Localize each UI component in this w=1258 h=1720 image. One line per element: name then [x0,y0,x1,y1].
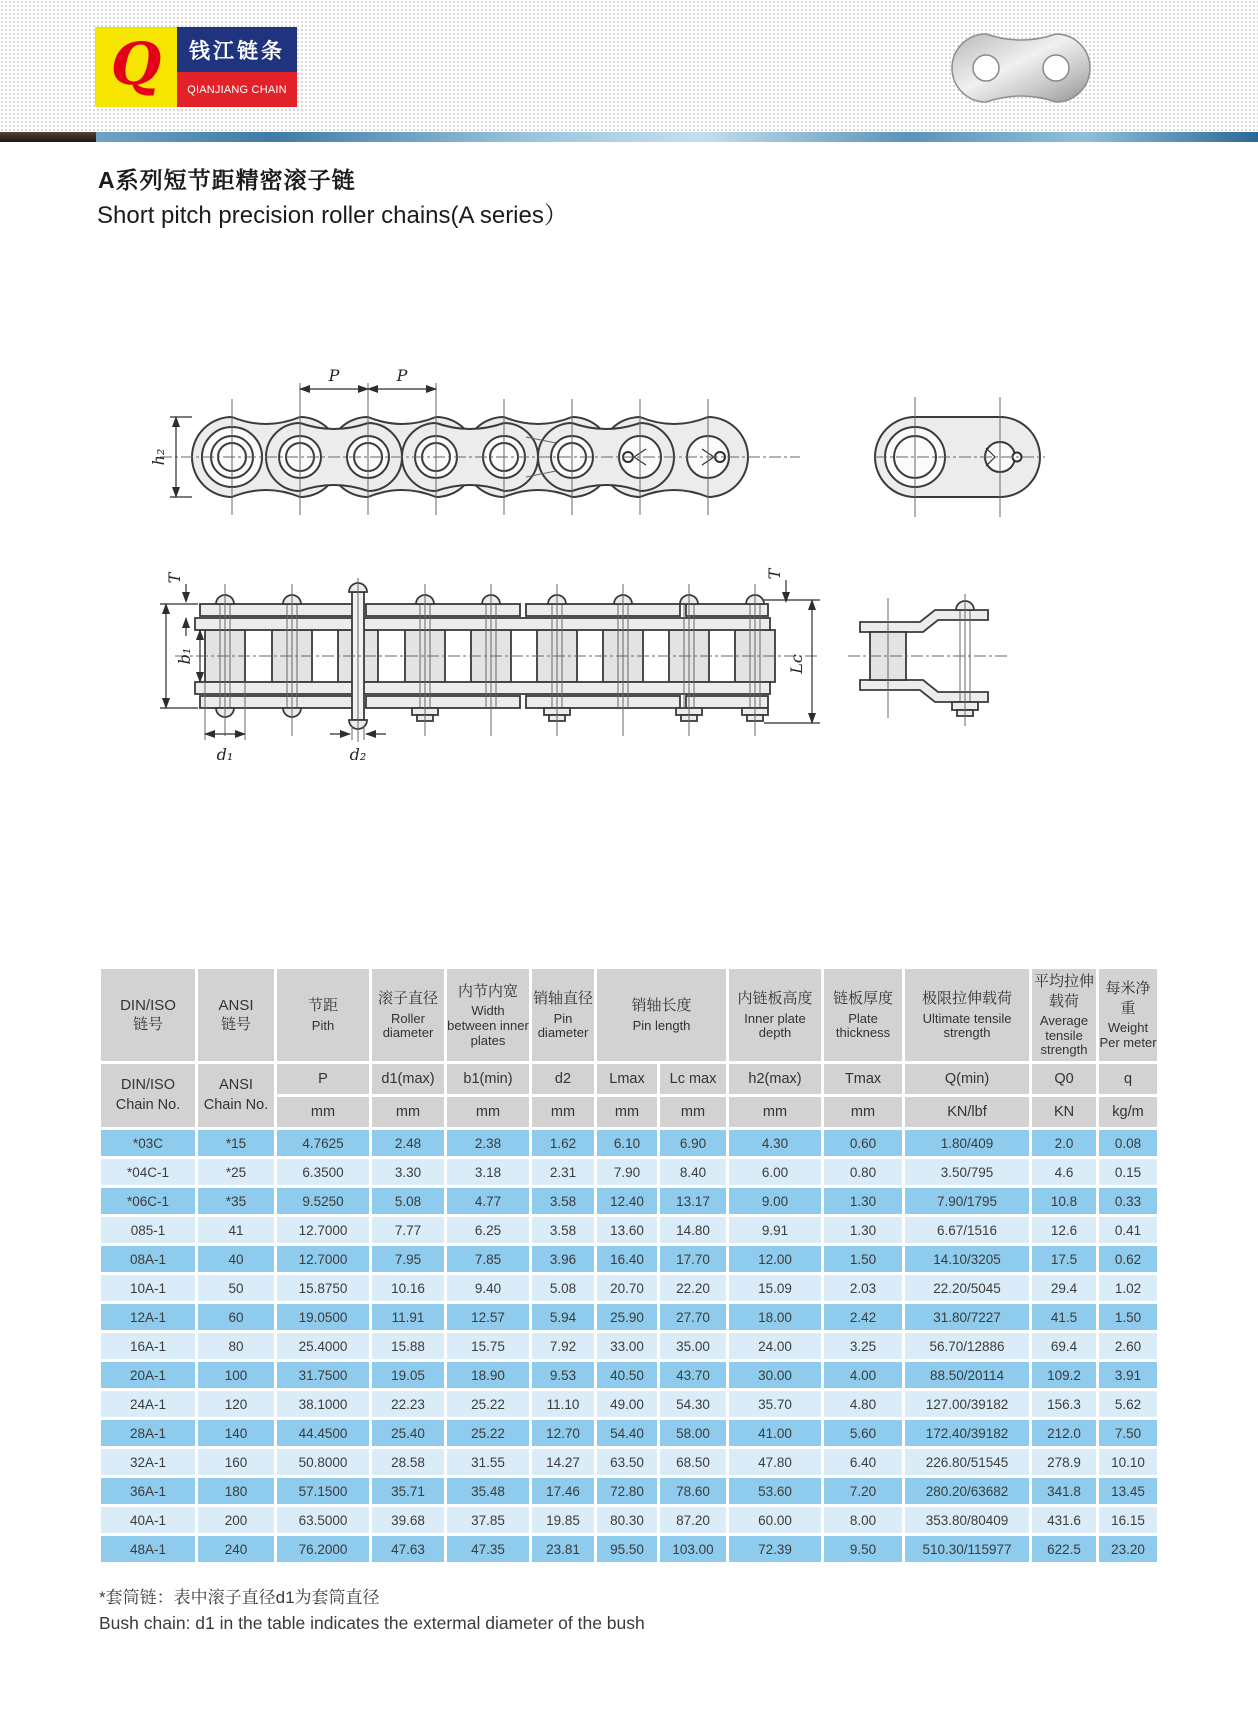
spec-cell: 0.60 [824,1130,902,1156]
spec-cell: 31.80/7227 [905,1304,1029,1330]
table-row [101,1449,1157,1475]
spec-cell: 80 [198,1333,274,1359]
spec-cell: 200 [198,1507,274,1533]
page-title-en: Short pitch precision roller chains(A series） [97,202,568,229]
page-title-cn: A系列短节距精密滚子链 [98,167,356,193]
spec-cell: 35.70 [729,1391,821,1417]
spec-cell: 69.4 [1032,1333,1096,1359]
col-sub-ansi: ANSI Chain No. [198,1064,274,1127]
spec-cell: 63.50 [597,1449,657,1475]
spec-cell: 4.00 [824,1362,902,1388]
col-header-ultimate-tensile: 极限拉伸载荷 Ultimate tensile strength [905,969,1029,1061]
spec-cell: 22.20 [660,1275,726,1301]
spec-cell: 25.40 [372,1420,444,1446]
spec-cell: 35.71 [372,1478,444,1504]
spec-cell: 60.00 [729,1507,821,1533]
sym-h2max: h2(max) [729,1064,821,1094]
spec-cell: 78.60 [660,1478,726,1504]
spec-cell: 7.95 [372,1246,444,1272]
spec-cell: 41 [198,1217,274,1243]
spec-cell: 41.00 [729,1420,821,1446]
spec-cell: 3.58 [532,1217,594,1243]
col-header-weight: 每米净重 Weight Per meter [1099,969,1157,1061]
spec-cell: 0.08 [1099,1130,1157,1156]
spec-cell: 28A-1 [101,1420,195,1446]
logo-letter: Q [110,30,162,98]
spec-cell: 15.09 [729,1275,821,1301]
spec-cell: 085-1 [101,1217,195,1243]
spec-cell: 10.16 [372,1275,444,1301]
spec-cell: 510.30/115977 [905,1536,1029,1562]
spec-cell: 12.57 [447,1304,529,1330]
spec-cell: 5.08 [532,1275,594,1301]
spec-cell: 7.20 [824,1478,902,1504]
brand-name-en: QIANJIANG CHAIN [177,72,297,107]
spec-cell: 7.90/1795 [905,1188,1029,1214]
table-header-groups [101,969,1157,1061]
table-row [101,1246,1157,1272]
spec-cell: 622.5 [1032,1536,1096,1562]
spec-cell: 13.60 [597,1217,657,1243]
spec-cell: 33.00 [597,1333,657,1359]
spec-cell: 72.39 [729,1536,821,1562]
spec-cell: 6.25 [447,1217,529,1243]
spec-cell: 40A-1 [101,1507,195,1533]
table-row [101,1188,1157,1214]
spec-cell: 35.48 [447,1478,529,1504]
unit-lmax: mm [597,1097,657,1127]
spec-cell: 24.00 [729,1333,821,1359]
spec-cell: 9.50 [824,1536,902,1562]
table-row [101,1391,1157,1417]
spec-cell: 6.10 [597,1130,657,1156]
spec-cell: 76.2000 [277,1536,369,1562]
spec-cell: 14.27 [532,1449,594,1475]
spec-cell: 43.70 [660,1362,726,1388]
table-row [101,1478,1157,1504]
spec-cell: 13.17 [660,1188,726,1214]
sym-q0: Q0 [1032,1064,1096,1094]
spec-cell: 4.7625 [277,1130,369,1156]
logo-text-block [177,27,297,107]
table-row [101,1130,1157,1156]
spec-cell: 17.46 [532,1478,594,1504]
spec-cell: 240 [198,1536,274,1562]
spec-cell: 37.85 [447,1507,529,1533]
spec-cell: 60 [198,1304,274,1330]
spec-cell: 18.00 [729,1304,821,1330]
decor-bar-blue [96,132,1258,142]
spec-cell: 88.50/20114 [905,1362,1029,1388]
spec-cell: 38.1000 [277,1391,369,1417]
spec-cell: 56.70/12886 [905,1333,1029,1359]
spec-cell: 47.63 [372,1536,444,1562]
spec-cell: 14.80 [660,1217,726,1243]
spec-cell: 22.20/5045 [905,1275,1029,1301]
col-header-din: DIN/ISO 链号 [101,969,195,1061]
spec-cell: 53.60 [729,1478,821,1504]
decor-bar-brown [0,132,96,142]
spec-cell: 9.00 [729,1188,821,1214]
sym-p: P [277,1064,369,1094]
col-sub-din: DIN/ISO Chain No. [101,1064,195,1127]
spec-cell: 140 [198,1420,274,1446]
spec-cell: 2.48 [372,1130,444,1156]
spec-cell: 19.0500 [277,1304,369,1330]
spec-cell: 3.91 [1099,1362,1157,1388]
table-header-symbols [101,1064,1157,1094]
spec-cell: 9.91 [729,1217,821,1243]
spec-cell: 4.30 [729,1130,821,1156]
dim-thickness-left: T [165,572,184,584]
col-header-inner-width: 内节内宽 Width between inner plates [447,969,529,1061]
sym-q: q [1099,1064,1157,1094]
col-header-inner-plate-depth: 内链板高度 Inner plate depth [729,969,821,1061]
spec-cell: 0.33 [1099,1188,1157,1214]
spec-cell: 156.3 [1032,1391,1096,1417]
spec-cell: 08A-1 [101,1246,195,1272]
spec-cell: 103.00 [660,1536,726,1562]
spec-cell: 1.80/409 [905,1130,1029,1156]
footnotes [99,1583,645,1634]
sym-lmax: Lmax [597,1064,657,1094]
spec-cell: 28.58 [372,1449,444,1475]
spec-cell: 22.23 [372,1391,444,1417]
spec-cell: 25.22 [447,1420,529,1446]
spec-cell: 12.40 [597,1188,657,1214]
spec-cell: 1.02 [1099,1275,1157,1301]
spec-cell: 100 [198,1362,274,1388]
spec-cell: 0.62 [1099,1246,1157,1272]
spec-cell: 2.0 [1032,1130,1096,1156]
table-row [101,1333,1157,1359]
spec-cell: 109.2 [1032,1362,1096,1388]
spec-cell: 23.20 [1099,1536,1157,1562]
spec-cell: 58.00 [660,1420,726,1446]
spec-cell: 15.8750 [277,1275,369,1301]
dim-pin-diameter: d₂ [349,745,367,764]
spec-cell: 4.80 [824,1391,902,1417]
spec-cell: 10.8 [1032,1188,1096,1214]
spec-cell: *35 [198,1188,274,1214]
spec-cell: 32A-1 [101,1449,195,1475]
spec-table [98,966,1160,1565]
spec-cell: 10.10 [1099,1449,1157,1475]
spec-cell: 2.60 [1099,1333,1157,1359]
spec-cell: 30.00 [729,1362,821,1388]
spec-cell: 7.77 [372,1217,444,1243]
dim-roller-diameter: d₁ [216,745,234,764]
spec-cell: 16.40 [597,1246,657,1272]
spec-cell: 35.00 [660,1333,726,1359]
table-row [101,1217,1157,1243]
note-en: Bush chain: d1 in the table indicates the extermal diameter of the bush [99,1613,645,1633]
dim-pitch-1: P [328,366,340,385]
logo-q-icon [95,27,177,107]
spec-cell: 13.45 [1099,1478,1157,1504]
spec-cell: 2.03 [824,1275,902,1301]
spec-cell: 12.70 [532,1420,594,1446]
table-row [101,1507,1157,1533]
spec-cell: 7.92 [532,1333,594,1359]
unit-d2: mm [532,1097,594,1127]
spec-cell: 11.10 [532,1391,594,1417]
spec-cell: 95.50 [597,1536,657,1562]
spec-cell: 47.35 [447,1536,529,1562]
spec-cell: 1.50 [1099,1304,1157,1330]
spec-cell: 2.38 [447,1130,529,1156]
spec-cell: *15 [198,1130,274,1156]
col-header-pin-length: 销轴长度 Pin length [597,969,726,1061]
spec-cell: 8.00 [824,1507,902,1533]
spec-cell: 40.50 [597,1362,657,1388]
spec-cell: 47.80 [729,1449,821,1475]
spec-cell: 18.90 [447,1362,529,1388]
spec-cell: 3.25 [824,1333,902,1359]
unit-b1: mm [447,1097,529,1127]
table-row [101,1536,1157,1562]
spec-cell: 10A-1 [101,1275,195,1301]
spec-cell: 341.8 [1032,1478,1096,1504]
table-row [101,1159,1157,1185]
sym-qmin: Q(min) [905,1064,1029,1094]
spec-cell: 27.70 [660,1304,726,1330]
spec-cell: 278.9 [1032,1449,1096,1475]
spec-cell: 11.91 [372,1304,444,1330]
spec-cell: 40 [198,1246,274,1272]
spec-cell: 44.4500 [277,1420,369,1446]
spec-cell: 25.22 [447,1391,529,1417]
spec-cell: *04C-1 [101,1159,195,1185]
spec-cell: 15.88 [372,1333,444,1359]
spec-cell: 5.62 [1099,1391,1157,1417]
col-header-ansi: ANSI 链号 [198,969,274,1061]
spec-cell: 36A-1 [101,1478,195,1504]
spec-cell: 9.53 [532,1362,594,1388]
spec-cell: 19.85 [532,1507,594,1533]
brand-name-cn: 钱江链条 [177,27,297,72]
spec-cell: 0.41 [1099,1217,1157,1243]
spec-cell: 12.00 [729,1246,821,1272]
chain-plan-view-drawing [120,558,1020,773]
unit-lcmax: mm [660,1097,726,1127]
spec-cell: 31.7500 [277,1362,369,1388]
unit-p: mm [277,1097,369,1127]
spec-cell: 280.20/63682 [905,1478,1029,1504]
spec-cell: 12A-1 [101,1304,195,1330]
sym-b1min: b1(min) [447,1064,529,1094]
decor-bar [0,132,1258,142]
sym-tmax: Tmax [824,1064,902,1094]
spec-cell: 6.40 [824,1449,902,1475]
spec-cell: 9.40 [447,1275,529,1301]
spec-cell: 127.00/39182 [905,1391,1029,1417]
table-row [101,1304,1157,1330]
spec-cell: 212.0 [1032,1420,1096,1446]
spec-cell: 2.42 [824,1304,902,1330]
spec-cell: 180 [198,1478,274,1504]
spec-cell: 6.67/1516 [905,1217,1029,1243]
spec-cell: 20.70 [597,1275,657,1301]
spec-cell: 1.50 [824,1246,902,1272]
spec-cell: 16.15 [1099,1507,1157,1533]
unit-qmin: KN/lbf [905,1097,1029,1127]
table-row [101,1362,1157,1388]
spec-cell: 3.50/795 [905,1159,1029,1185]
spec-cell: 17.70 [660,1246,726,1272]
unit-q: kg/m [1099,1097,1157,1127]
spec-cell: 7.85 [447,1246,529,1272]
spec-cell: 19.05 [372,1362,444,1388]
spec-cell: 31.55 [447,1449,529,1475]
spec-cell: 54.40 [597,1420,657,1446]
spec-cell: 3.30 [372,1159,444,1185]
spec-cell: 431.6 [1032,1507,1096,1533]
spec-cell: 25.4000 [277,1333,369,1359]
spec-cell: 1.62 [532,1130,594,1156]
spec-cell: 17.5 [1032,1246,1096,1272]
spec-cell: 5.94 [532,1304,594,1330]
spec-cell: 29.4 [1032,1275,1096,1301]
unit-d1: mm [372,1097,444,1127]
table-row [101,1420,1157,1446]
spec-cell: 353.80/80409 [905,1507,1029,1533]
dim-inner-width: b₁ [175,647,194,665]
spec-cell: 1.30 [824,1217,902,1243]
spec-cell: 14.10/3205 [905,1246,1029,1272]
masthead [0,0,1258,132]
spec-cell: 63.5000 [277,1507,369,1533]
dim-plate-height: h₂ [149,448,168,466]
spec-cell: 12.7000 [277,1217,369,1243]
sym-lcmax: Lc max [660,1064,726,1094]
spec-cell: 50.8000 [277,1449,369,1475]
spec-table-body [101,1130,1157,1562]
spec-cell: 2.31 [532,1159,594,1185]
chain-plate-image [933,28,1109,108]
spec-cell: 0.80 [824,1159,902,1185]
spec-cell: 20A-1 [101,1362,195,1388]
spec-cell: 16A-1 [101,1333,195,1359]
spec-cell: 6.90 [660,1130,726,1156]
spec-cell: *25 [198,1159,274,1185]
col-header-average-tensile: 平均拉伸载荷 Average tensile strength [1032,969,1096,1061]
spec-cell: 1.30 [824,1188,902,1214]
col-header-pin-diameter: 销轴直径 Pin diameter [532,969,594,1061]
sym-d1max: d1(max) [372,1064,444,1094]
spec-cell: 7.50 [1099,1420,1157,1446]
spec-cell: 68.50 [660,1449,726,1475]
dim-pitch-2: P [396,366,408,385]
spec-cell: 23.81 [532,1536,594,1562]
spec-cell: 25.90 [597,1304,657,1330]
spec-cell: 6.3500 [277,1159,369,1185]
col-header-roller-diameter: 滚子直径 Roller diameter [372,969,444,1061]
spec-cell: 87.20 [660,1507,726,1533]
spec-cell: *06C-1 [101,1188,195,1214]
brand-logo [95,27,297,107]
spec-cell: 50 [198,1275,274,1301]
unit-q0: KN [1032,1097,1096,1127]
spec-cell: 0.15 [1099,1159,1157,1185]
spec-cell: 4.77 [447,1188,529,1214]
dim-thickness-right: T [765,568,784,580]
sym-d2: d2 [532,1064,594,1094]
col-header-pitch: 节距 Pith [277,969,369,1061]
spec-cell: 49.00 [597,1391,657,1417]
spec-cell: 5.08 [372,1188,444,1214]
unit-h2: mm [729,1097,821,1127]
col-header-plate-thickness: 链板厚度 Plate thickness [824,969,902,1061]
spec-cell: 12.7000 [277,1246,369,1272]
spec-cell: 9.5250 [277,1188,369,1214]
spec-cell: 12.6 [1032,1217,1096,1243]
spec-cell: 226.80/51545 [905,1449,1029,1475]
note-cn: *套筒链：表中滚子直径d1为套筒直径 [99,1588,380,1607]
spec-cell: 48A-1 [101,1536,195,1562]
spec-cell: 80.30 [597,1507,657,1533]
spec-cell: 4.6 [1032,1159,1096,1185]
chain-side-view-drawing [140,345,1060,530]
spec-cell: 3.18 [447,1159,529,1185]
spec-cell: 3.58 [532,1188,594,1214]
spec-cell: 172.40/39182 [905,1420,1029,1446]
spec-cell: 6.00 [729,1159,821,1185]
dim-pin-length-lc: Lc [787,654,806,674]
table-row [101,1275,1157,1301]
spec-cell: *03C [101,1130,195,1156]
spec-cell: 120 [198,1391,274,1417]
spec-cell: 24A-1 [101,1391,195,1417]
spec-cell: 3.96 [532,1246,594,1272]
unit-tmax: mm [824,1097,902,1127]
spec-cell: 72.80 [597,1478,657,1504]
spec-cell: 160 [198,1449,274,1475]
spec-cell: 54.30 [660,1391,726,1417]
spec-cell: 5.60 [824,1420,902,1446]
spec-cell: 7.90 [597,1159,657,1185]
spec-cell: 39.68 [372,1507,444,1533]
spec-cell: 41.5 [1032,1304,1096,1330]
spec-cell: 15.75 [447,1333,529,1359]
spec-cell: 57.1500 [277,1478,369,1504]
spec-cell: 8.40 [660,1159,726,1185]
